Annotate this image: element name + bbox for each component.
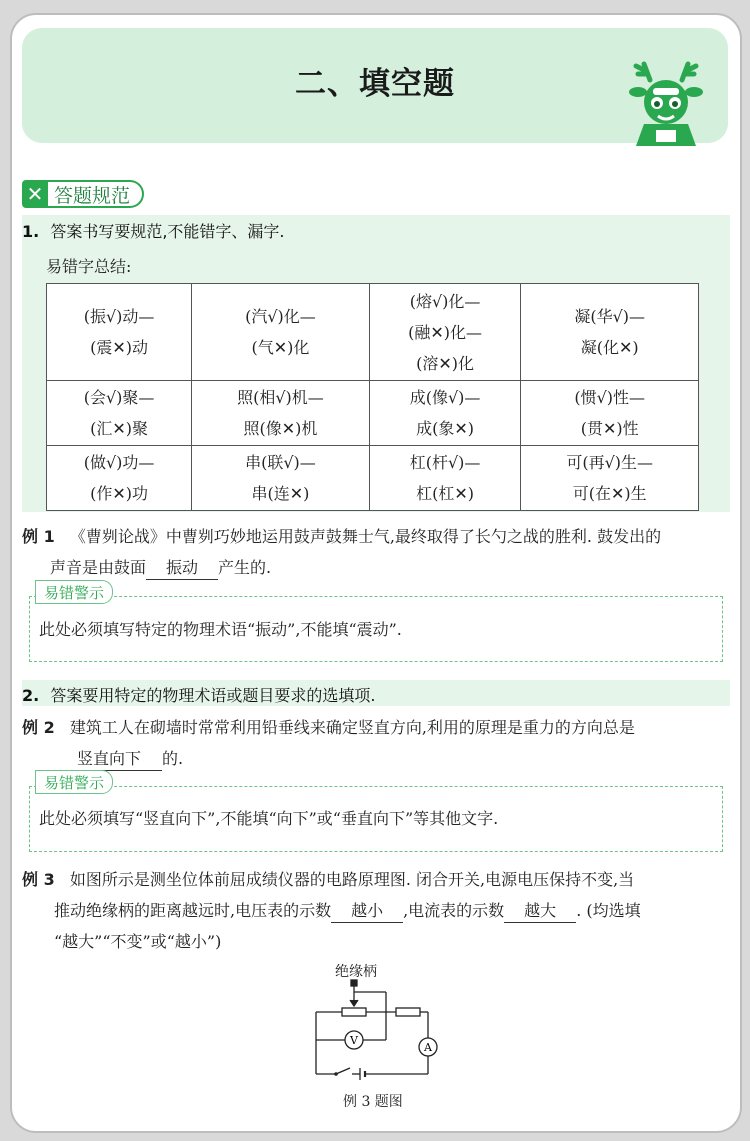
table-cell <box>369 446 521 511</box>
insulating-handle-label: 绝缘柄 <box>335 964 377 980</box>
table-row <box>47 446 699 511</box>
table-row <box>47 284 699 381</box>
example-3-line2-mid: ,电流表的示数 <box>403 901 505 920</box>
section-1-heading: 1. 答案书写要规范,不能错字、漏字. <box>22 222 285 241</box>
warning-text-2: 此处必须填写“竖直向下”,不能填“向下”或“垂直向下”等其他文字. <box>39 809 499 828</box>
example-3-line1: 如图所示是测坐位体前屈成绩仪器的电路原理图. 闭合开关,电源电压保持不变,当 <box>69 870 635 889</box>
example-1-post: 产生的. <box>218 558 272 577</box>
section-2-title: 答案要用特定的物理术语或题目要求的选填项. <box>50 686 376 705</box>
example-3-line2-post: . (均选填 <box>576 901 641 920</box>
table-cell-line: (溶✕)化 <box>416 353 475 373</box>
section-2-heading: 2. 答案要用特定的物理术语或题目要求的选填项. <box>22 686 376 705</box>
page-title: 二、填空题 <box>295 66 455 102</box>
answer-standard-tag <box>22 180 144 208</box>
tag-label: 答题规范 <box>48 180 144 208</box>
ammeter-label: A <box>424 1041 432 1054</box>
warning-text-1: 此处必须填写特定的物理术语“振动”,不能填“震动”. <box>39 620 402 639</box>
example-3-line2-pre: 推动绝缘柄的距离越远时,电压表的示数 <box>54 901 332 920</box>
example-3 <box>22 864 734 957</box>
table-cell-line: 串(连✕) <box>251 484 310 503</box>
table-cell-line: 成(象✕) <box>416 419 475 438</box>
table-cell <box>369 284 521 381</box>
x-icon: ✕ <box>22 180 48 208</box>
table-cell-line: (贯✕)性 <box>580 419 639 438</box>
table-cell-line: 可(在✕)生 <box>572 484 647 503</box>
example-2-answer: 竖直向下 <box>56 748 162 771</box>
table-cell <box>47 381 192 446</box>
example-1-pre: 声音是由鼓面 <box>50 558 147 577</box>
section-1-number: 1 <box>22 222 34 241</box>
section-1-title: 答案书写要规范,不能错字、漏字. <box>50 222 285 241</box>
table-cell-line: (震✕)动 <box>90 338 149 357</box>
example-2 <box>22 712 734 774</box>
table-cell-line: (熔√)化— <box>409 291 481 311</box>
table-cell-line: 杠(杆√)— <box>409 453 481 472</box>
table-cell <box>192 381 370 446</box>
table-cell-line: 照(像✕)机 <box>243 419 318 438</box>
table-cell <box>192 284 370 381</box>
example-1-line1: 《曹刿论战》中曹刿巧妙地运用鼓声鼓舞士气,最终取得了长勺之战的胜利. 鼓发出的 <box>69 527 662 546</box>
error-prone-words-table <box>46 283 699 511</box>
example-1-label: 例 1 <box>22 527 55 546</box>
example-1 <box>22 521 734 583</box>
table-cell-line: 照(相√)机— <box>237 388 324 407</box>
table-cell-line: 杠(杠✕) <box>416 484 475 503</box>
example-2-post: 的. <box>162 749 184 768</box>
table-cell-line: 串(联√)— <box>245 453 316 472</box>
example-3-line3: “越大”“不变”或“越小”) <box>54 932 222 951</box>
table-row <box>47 381 699 446</box>
table-cell <box>192 446 370 511</box>
voltmeter-label: V <box>350 1034 358 1047</box>
table-cell-line: 可(再√)生— <box>566 453 654 472</box>
table-cell <box>47 446 192 511</box>
table-cell-line: 凝(华√)— <box>574 307 646 326</box>
table-cell-line: (会√)聚— <box>83 388 155 407</box>
table-cell-line: (汽√)化— <box>245 307 316 326</box>
example-3-label: 例 3 <box>22 870 55 889</box>
table-cell <box>521 446 699 511</box>
table-cell <box>369 381 521 446</box>
example-1-answer: 振动 <box>146 557 218 580</box>
deer-mascot-icon <box>626 58 706 146</box>
example-2-line1: 建筑工人在砌墙时常常利用铅垂线来确定竖直方向,利用的原理是重力的方向总是 <box>69 718 635 737</box>
figure-caption: 例 3 题图 <box>343 1094 403 1110</box>
table-cell-line: (振√)动— <box>83 307 155 326</box>
example-3-answer-1: 越小 <box>331 900 403 923</box>
circuit-diagram <box>300 978 450 1083</box>
warning-tag-1: 易错警示 <box>35 580 113 604</box>
table-cell <box>521 381 699 446</box>
table-cell <box>521 284 699 381</box>
table-cell-line: (惯√)性— <box>574 388 646 407</box>
table-cell-line: (汇✕)聚 <box>90 419 149 438</box>
table-cell-line: (气✕)化 <box>251 338 310 357</box>
table-cell-line: 凝(化✕) <box>580 338 639 357</box>
section-2-number: 2 <box>22 686 34 705</box>
table-cell-line: (融✕)化— <box>408 322 483 342</box>
table-cell-line: 成(像√)— <box>409 388 481 407</box>
table-cell-line: (作✕)功 <box>90 484 149 503</box>
table-cell-line: (做√)功— <box>83 453 155 472</box>
table-cell <box>47 284 192 381</box>
section-1-subtitle: 易错字总结: <box>46 257 132 276</box>
example-3-answer-2: 越大 <box>504 900 576 923</box>
warning-tag-2: 易错警示 <box>35 770 113 794</box>
example-2-label: 例 2 <box>22 718 55 737</box>
